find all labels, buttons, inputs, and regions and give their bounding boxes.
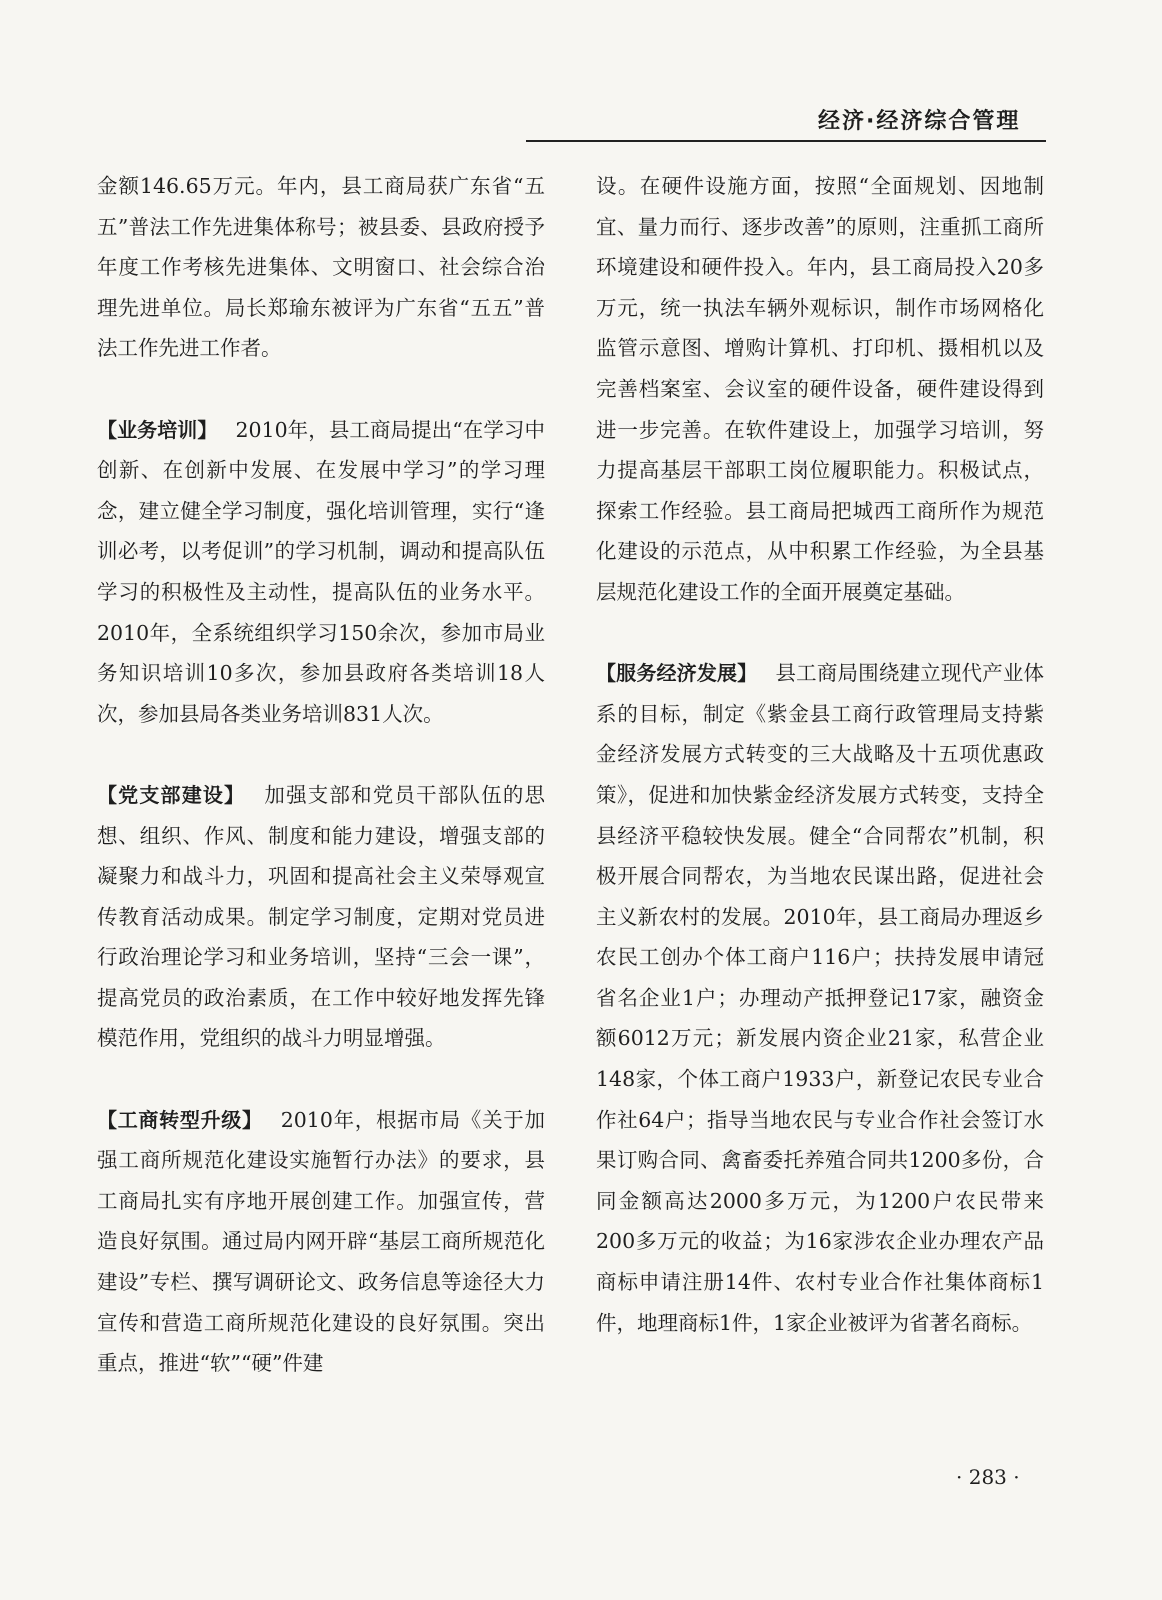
paragraph-economic-service <box>596 653 1044 1343</box>
heading-transformation: 【工商转型升级】 <box>97 1107 263 1132</box>
heading-party-branch: 【党支部建设】 <box>97 782 246 807</box>
left-paragraph-continued: 金额146.65万元。年内，县工商局获广东省“五五”普法工作先进集体称号；被县委、县政府授予年度工作考核先进集体、文明窗口、社会综合治理先进单位。局长郑瑜东被评为广东省“五五”普法工作先进工作者。 <box>97 174 545 361</box>
section-header-title: 经济·经济综合管理 <box>818 109 1021 134</box>
paragraph-business-training <box>97 410 545 735</box>
page-number: · 283 · <box>956 1465 1020 1489</box>
right-column <box>596 166 1044 1343</box>
body-business-training: 2010年，县工商局提出“在学习中创新、在创新中发展、在发展中学习”的学习理念，建立健全学习制度，强化培训管理，实行“逢训必考，以考促训”的学习机制，调动和提高队伍学习的积极性及主动性，提高队伍的业务水平。2010年，全系统组织学习150余次，参加市局业务知识培训10多次，参加县政府各类培训18人次，参加县局各类业务培训831人次。 <box>97 417 546 726</box>
body-economic-service: 县工商局围绕建立现代产业体系的目标，制定《紫金县工商行政管理局支持紫金经济发展方式转变的三大战略及十五项优惠政策》，促进和加快紫金经济发展方式转变，支持全县经济平稳较快发展。健全“合同帮农”机制，积极开展合同帮农，为当地农民谋出路，促进社会主义新农村的发展。2010年，县工商局办理返乡农民工创办个体工商户116户；扶持发展申请冠省名企业1户；办理动产抵押登记17家，融资金额6012万元；新发展内资企业21家，私营企业148家，个体工商户1933户，新登记农民专业合作社64户；指导当地农民与专业合作社会签订水果订购合同、禽畜委托养殖合同共1200多份，合同金额高达2000多万元，为1200户农民带来200多万元的收益；为16家涉农企业办理农产品商标申请注册14件、农村专业合作社集体商标1件，地理商标1件，1家企业被评为省著名商标。 <box>596 661 1045 1335</box>
right-paragraph-continued: 设。在硬件设施方面，按照“全面规划、因地制宜、量力而行、逐步改善”的原则，注重抓工商所环境建设和硬件投入。年内，县工商局投入20多万元，统一执法车辆外观标识，制作市场网格化监管示意图、增购计算机、打印机、摄相机以及完善档案室、会议室的硬件设备，硬件建设得到进一步完善。在软件建设上，加强学习培训，努力提高基层干部职工岗位履职能力。积极试点，探索工作经验。县工商局把城西工商所作为规范化建设的示范点，从中积累工作经验，为全县基层规范化建设工作的全面开展奠定基础。 <box>596 174 1044 604</box>
left-column <box>97 166 545 1384</box>
paragraph-party-branch <box>97 775 545 1059</box>
header-rule <box>526 140 1046 142</box>
heading-economic-service: 【服务经济发展】 <box>596 661 758 686</box>
heading-business-training: 【业务培训】 <box>97 417 218 442</box>
paragraph-transformation <box>97 1100 545 1384</box>
body-party-branch: 加强支部和党员干部队伍的思想、组织、作风、制度和能力建设，增强支部的凝聚力和战斗力，巩固和提高社会主义荣辱观宣传教育活动成果。制定学习制度，定期对党员进行政治理论学习和业务培训，坚持“三会一课”，提高党员的政治素质，在工作中较好地发挥先锋模范作用，党组织的战斗力明显增强。 <box>97 782 546 1051</box>
body-transformation: 2010年，根据市局《关于加强工商所规范化建设实施暂行办法》的要求，县工商局扎实有序地开展创建工作。加强宣传，营造良好氛围。通过局内网开辟“基层工商所规范化建设”专栏、撰写调研论文、政务信息等途径大力宣传和营造工商所规范化建设的良好氛围。突出重点，推进“软”“硬”件建 <box>97 1107 546 1376</box>
